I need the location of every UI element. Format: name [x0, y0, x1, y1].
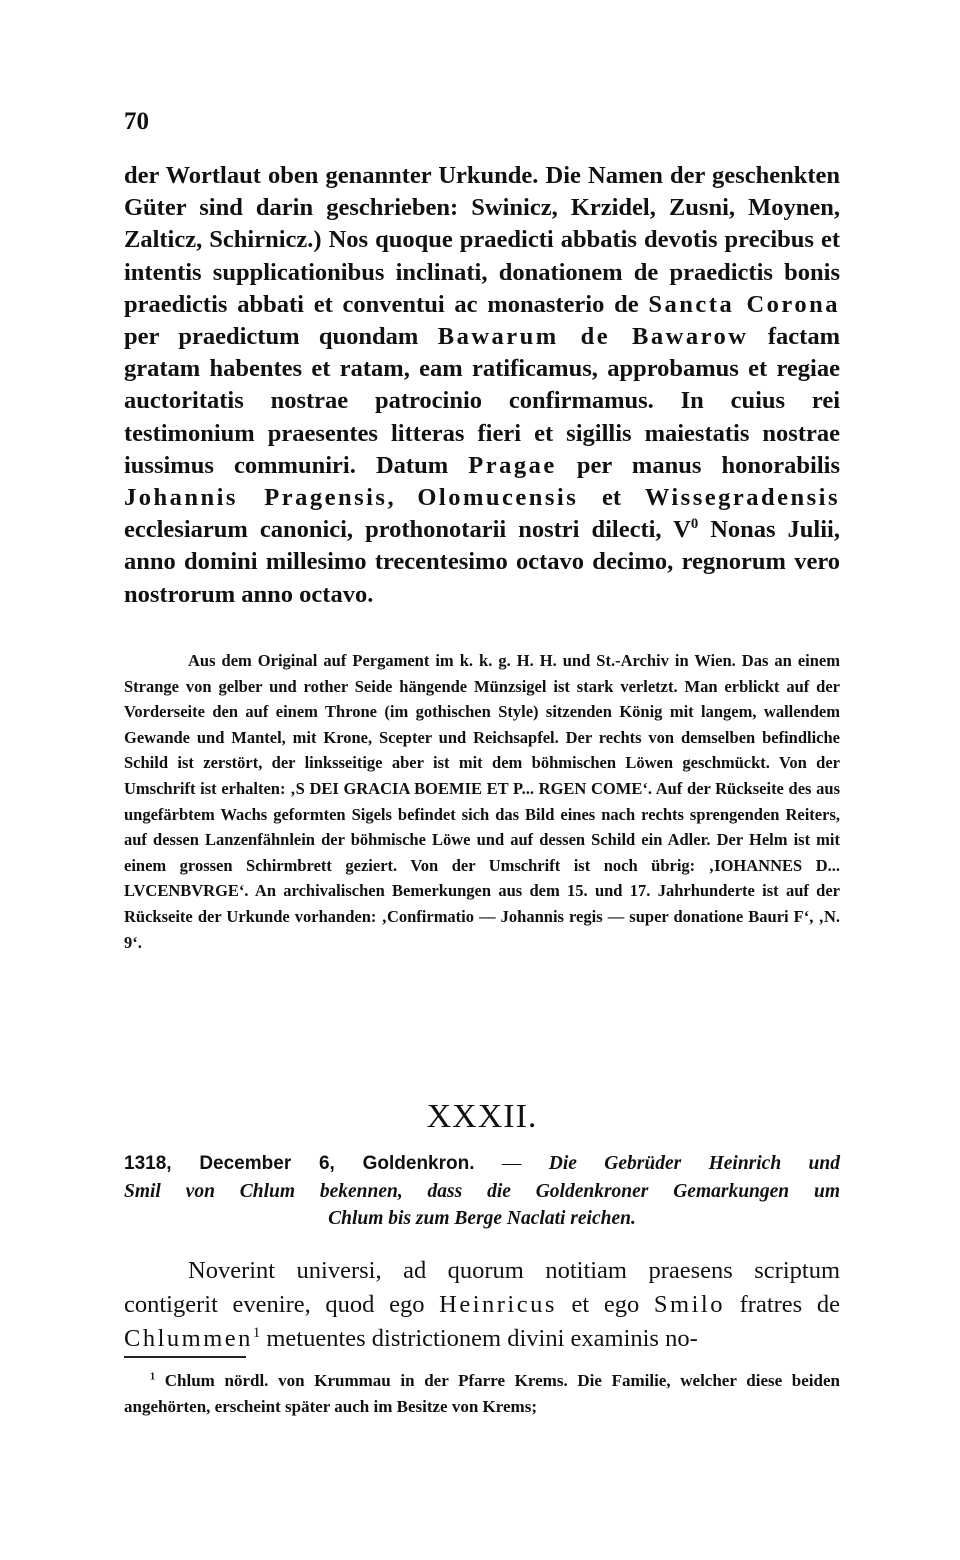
charter-text [124, 160, 840, 611]
charter-segment: et [578, 484, 645, 512]
regest-dash: — [474, 1153, 549, 1174]
spaced-name-smilo: Smilo [653, 1291, 725, 1318]
spaced-name-chlummen: Chlummen [124, 1325, 253, 1352]
spaced-name-wissegradensis: Wissegradensis [644, 484, 840, 512]
charter-segment: Nonas Julii, anno domini millesimo trecentesimo octavo decimo, regnorum vero nostrorum anno octavo. [124, 516, 840, 608]
incipit-segment: fratres de [724, 1291, 840, 1318]
regest-line-1 [124, 1150, 840, 1178]
document-number-heading: XXXII. [426, 1098, 538, 1135]
spaced-name-heinricus: Heinricus [439, 1291, 557, 1318]
archival-note-text: Aus dem Original auf Pergament im k. k. g. H. H. und St.-Archiv in Wien. Das an einem Strange von gelber und rother Seide hängende Münzsigel ist stark verletzt. Man erblickt auf der Vorderseite den auf einem Throne (im gothischen Style) sitzenden König mit langem, wallendem Gewande und Mantel, mit Krone, Scepter und Reichsapfel. Der rechts von demselben befindliche Schild ist zerstört, der linksseitige aber ist mit dem böhmischen Löwen geschmückt. Von der Umschrift ist erhalten: ‚S DEI GRACIA BOEMIE ET P... RGEN COME‘. Auf der Rückseite des aus ungefärbtem Wachs geformten Sigels befindet sich das Bild eines nach rechts sprengenden Reiters, auf dessen Lanzenfähnlein der böhmische Löwe und auf dessen Schild ein Adler. Der Helm ist mit einem grossen Schirmbrett geziert. Von der Umschrift ist noch übrig: ‚IOHANNES D... LVCENBVRGE‘. An archivalischen Bemerkungen aus dem 15. und 17. Jahrhunderte ist auf der Rückseite der Urkunde vorhanden: ‚Confirmatio — Johannis regis — super donatione Bauri F‘, ‚N. 9‘. [124, 651, 840, 952]
charter-segment: , [387, 484, 418, 512]
footnote-separator [124, 1356, 246, 1358]
footnote-text: Chlum nördl. von Krummau in der Pfarre Krems. Die Familie, welcher diese beiden angehörten, erscheint später auch im Besitze von Krems; [124, 1371, 840, 1416]
charter-segment: per praedictum quondam [124, 323, 438, 351]
charter-segment: ecclesiarum canonici, prothonotarii nostri dilecti, V [124, 516, 691, 544]
regest-summary-2: Smil von Chlum bekennen, dass die Goldenkroner Gemarkungen um [124, 1180, 840, 1202]
charter-paragraph [124, 160, 840, 611]
charter-segment: der Wortlaut oben genannter Urkunde. Die Namen der geschenkten Güter sind darin geschrieben: Swinicz, Krzidel, Zusni, Moynen, Zalticz, Schirnicz.) Nos quoque praedicti abbatis devotis precibus et intentis supplicationibus inclinati, donationem de praedictis bonis praedictis abbati et conventui ac monasterio de [124, 162, 840, 318]
regest-date-place: 1318, December 6, Goldenkron. [124, 1153, 475, 1174]
incipit-segment: et ego [556, 1291, 654, 1318]
incipit-segment: Noverint universi, ad quorum notitiam praesens scriptum contigerit evenire, quod ego [124, 1257, 840, 1318]
incipit-segment: metuentes districtionem divini examinis no- [260, 1325, 698, 1352]
spaced-name-bawarum: Bawarum de Bawarow [437, 323, 749, 351]
page-number: 70 [124, 108, 149, 135]
archival-note [124, 648, 840, 955]
regest [124, 1150, 840, 1233]
footnote-marker: 1 [150, 1371, 156, 1383]
footnote-paragraph [124, 1368, 840, 1420]
regest-summary-3: Chlum bis zum Berge Naclati reichen. [328, 1208, 636, 1229]
footnote [124, 1368, 840, 1420]
spaced-name-olomucensis: Olomucensis [417, 484, 579, 512]
spaced-name-pragae: Pragae [468, 451, 557, 479]
regest-summary-1: Die Gebrüder Heinrich und [548, 1153, 840, 1174]
spaced-name-sancta-corona: Sancta Corona [648, 290, 840, 318]
footnote-reference: 1 [252, 1324, 261, 1341]
incipit-paragraph [124, 1254, 840, 1356]
incipit-text [124, 1254, 840, 1356]
charter-segment: per manus honorabilis [556, 451, 840, 479]
charter-segment: factam gratam habentes et ratam, eam ratificamus, approbamus et regiae auctoritatis nostrae patrocinio confirmamus. In cuius rei testimonium praesentes litteras fieri et sigillis maiestatis nostrae iussimus communiri. Datum [124, 323, 840, 479]
spaced-name-johannis: Johannis Pragensis [124, 484, 388, 512]
superscript-zero: 0 [690, 516, 699, 533]
